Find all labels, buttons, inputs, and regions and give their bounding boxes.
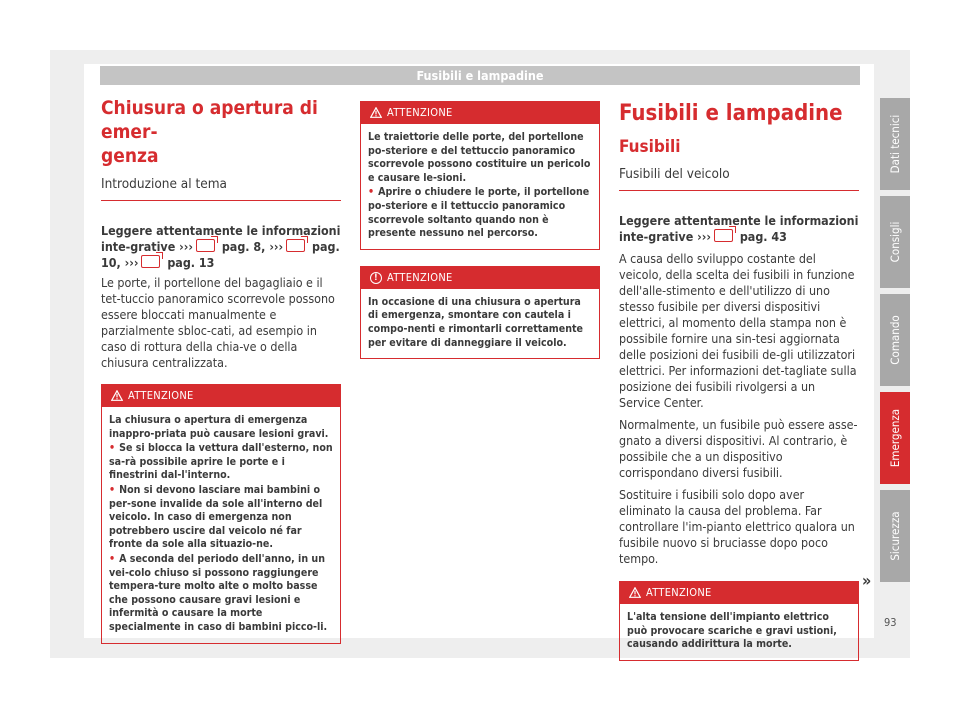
tab-label: Comando xyxy=(888,315,902,365)
tab-dati-tecnici[interactable] xyxy=(880,98,910,190)
warning-label: ATTENZIONE xyxy=(128,389,194,402)
tab-label: Emergenza xyxy=(888,408,902,468)
notice-label: ATTENZIONE xyxy=(387,270,453,284)
body-paragraph: A causa dello sviluppo costante del veicolo, della scelta dei fusibili in funzione dell'alle-stimento e dell'utilizzo di uno stesso fusibile per diversi dispositivi elettrici, al momento della stampa non è possibile fornire una sin-tesi aggiornata delle posizioni dei fusibili de-gli utilizzatori elettrici. Per informazioni det-tagliate sulla posizione dei fusibili rivolgersi a un Service Center. xyxy=(619,251,857,410)
lead-text: Leggere attentamente le informazioni inte-grative xyxy=(619,213,859,244)
warning-item xyxy=(109,553,333,635)
warning-item-text: Non si devono lasciare mai bambini o per-sone invalide da sole all'interno del veicolo. In caso di emergenza non potrebbero uscire dal veicolo né far fronte da sole alla situazio-ne. xyxy=(109,483,323,551)
tab-label: Sicurezza xyxy=(888,511,902,561)
page-ref-link[interactable]: pag. 10, xyxy=(101,239,340,270)
column-left xyxy=(101,96,341,644)
tab-comando[interactable] xyxy=(880,294,910,386)
warning-triangle-icon xyxy=(111,390,123,401)
notice-body: In occasione di una chiusura o apertura di emergenza, smontare con cautela i compo-nenti e rimontarli correttamente per evitare di danneggiare il veicolo. xyxy=(368,295,583,349)
continue-arrow-icon: » xyxy=(862,571,872,590)
warning-label: ATTENZIONE xyxy=(646,586,712,599)
warning-item-text: Se si blocca la vettura dall'esterno, non sa-rà possibile aprire le porte e i finestrini dal-l'interno. xyxy=(109,442,333,482)
warning-body xyxy=(102,407,340,643)
notice-header xyxy=(361,267,599,289)
warning-item-text: Aprire o chiudere le porte, il portellone po-steriore e il tettuccio panoramico scorrevole soltanto quando non è presente nessuno nel percorso. xyxy=(368,186,590,240)
tab-sicurezza[interactable] xyxy=(880,490,910,582)
ref-arrow-icon: ››› xyxy=(697,229,711,244)
book-ref-icon xyxy=(141,255,160,268)
section-subtitle: Fusibili xyxy=(619,137,681,157)
page-ref-link[interactable]: pag. 43 xyxy=(739,229,787,244)
page-ref-link[interactable]: pag. 13 xyxy=(167,255,215,270)
warning-header xyxy=(620,582,858,604)
book-ref-icon xyxy=(286,239,305,252)
warning-item-text: A seconda del periodo dell'anno, in un vei-colo chiuso si possono raggiungere tempera-ture molto alte o molto basse che possono causare gravi lesioni e infermità o causare la morte specialmente in caso di bambini picco-li. xyxy=(109,552,328,633)
warning-item xyxy=(109,442,333,483)
tab-label: Consigli xyxy=(888,221,902,263)
bullet-icon: • xyxy=(109,483,116,496)
ref-arrow-icon: ››› xyxy=(269,239,284,254)
lead-text: Leggere attentamente le informazioni inte-grative xyxy=(101,223,341,254)
ref-arrow-icon: ››› xyxy=(179,239,193,254)
tab-emergenza[interactable] xyxy=(880,392,910,484)
warning-item xyxy=(368,186,592,240)
body-paragraph: Normalmente, un fusibile può essere asse-gnato a diversi dispositivi. Al contrario, è possibile che a un dispositivo corrispondano diversi fusibili. xyxy=(619,417,858,480)
bullet-icon: • xyxy=(368,186,375,199)
body-paragraph: Le porte, il portellone del bagagliaio e il tet-tuccio panoramico scorrevole possono essere bloccati manualmente e parzialmente sbloc-cati, ad esempio in caso di rottura della chia-ve o della chiusura centralizzata. xyxy=(101,275,335,370)
warning-intro: Le traiettorie delle porte, del portellone po-steriore e del tettuccio panoramico scorrevole possono costituire un pericolo e causare le-sioni. xyxy=(368,131,591,184)
column-right xyxy=(619,100,859,661)
section-title: Chiusura o apertura di emer- genza xyxy=(101,97,318,167)
body-paragraph: Sostituire i fusibili solo dopo aver eliminato la causa del problema. Far controllare l'im-pianto elettrico qualora un fusibile nuovo si bruciasse dopo poco tempo. xyxy=(619,487,855,566)
topic-heading: Fusibili del veicolo xyxy=(619,166,859,191)
page-number: 93 xyxy=(884,616,897,629)
warning-triangle-icon xyxy=(629,587,641,598)
bullet-icon: • xyxy=(109,442,116,455)
page-ref-link[interactable]: pag. 8, xyxy=(221,239,266,254)
warning-box xyxy=(101,384,341,644)
lead-paragraph xyxy=(619,213,859,245)
tab-consigli[interactable] xyxy=(880,196,910,288)
bullet-icon: • xyxy=(109,552,116,565)
warning-item xyxy=(109,484,333,552)
book-ref-icon xyxy=(714,229,733,242)
warning-intro: La chiusura o apertura di emergenza inappro-priata può causare lesioni gravi. xyxy=(109,414,329,440)
tab-label: Dati tecnici xyxy=(888,114,902,174)
warning-body xyxy=(361,124,599,249)
warning-label: ATTENZIONE xyxy=(387,106,453,119)
warning-box xyxy=(360,101,600,250)
notice-box xyxy=(360,266,600,359)
warning-box xyxy=(619,581,859,661)
topic-heading: Introduzione al tema xyxy=(101,176,341,201)
warning-triangle-icon xyxy=(370,107,382,118)
ref-arrow-icon: ››› xyxy=(124,255,139,270)
column-middle xyxy=(360,101,600,359)
warning-header xyxy=(102,385,340,407)
warning-body: L'alta tensione dell'impianto elettrico può provocare scariche e gravi ustioni, causando addirittura la morte. xyxy=(627,611,837,651)
running-header: Fusibili e lampadine xyxy=(100,66,860,85)
book-ref-icon xyxy=(196,239,215,252)
lead-paragraph xyxy=(101,223,341,271)
info-icon: ! xyxy=(370,272,382,284)
warning-header xyxy=(361,102,599,124)
chapter-title: Fusibili e lampadine xyxy=(619,101,843,126)
